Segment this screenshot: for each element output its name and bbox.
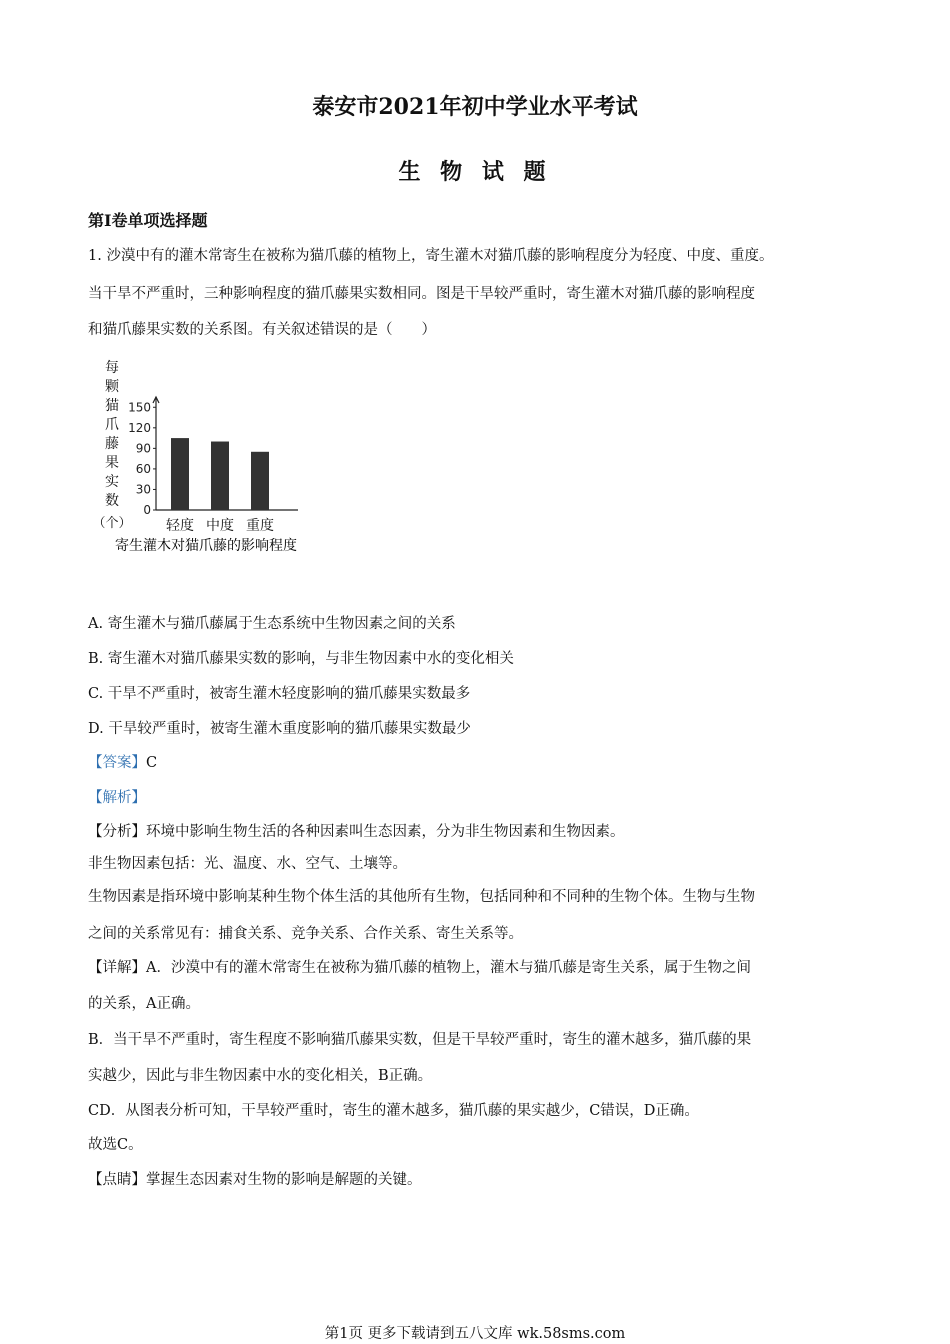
analysis-line: 实越少，因此与非生物因素中水的变化相关，B正确。 (88, 1068, 433, 1084)
analysis-line: B．当干旱不严重时，寄生程度不影响猫爪藤果实数，但是干旱较严重时，寄生的灌木越多，猫爪藤的果 (88, 1032, 752, 1048)
option-d: D. 干旱较严重时，被寄生灌木重度影响的猫爪藤果实数最少 (88, 721, 471, 737)
category-label: 中度 (206, 518, 234, 534)
page-footer: 第1页 更多下载请到五八文库 wk.58sms.com (324, 1326, 626, 1342)
category-label: 重度 (246, 518, 274, 534)
bar (251, 452, 269, 510)
analysis-line: 之间的关系常见有：捕食关系、竞争关系、合作关系、寄生关系等。 (88, 926, 523, 942)
analysis-line: 生物因素是指环境中影响某种生物个体生活的其他所有生物，包括同种和不同种的生物个体。生物与生物 (88, 889, 755, 905)
y-tick-label: 0 (143, 503, 151, 517)
y-tick-label: 120 (128, 420, 151, 435)
analysis-line: 【分析】环境中影响生物生活的各种因素叫生态因素，分为非生物因素和生物因素。 (88, 824, 625, 840)
analysis-line: CD．从图表分析可知，干旱较严重时，寄生的灌木越多，猫爪藤的果实越少，C错误，D正确。 (88, 1103, 699, 1119)
analysis-line: 【详解】A．沙漠中有的灌木常寄生在被称为猫爪藤的植物上，灌木与猫爪藤是寄生关系，属于生物之间 (88, 960, 751, 976)
question-line: 1. 沙漠中有的灌木常寄生在被称为猫爪藤的植物上，寄生灌木对猫爪藤的影响程度分为轻度、中度、重度。 (88, 248, 774, 264)
y-tick-label: 30 (135, 482, 151, 497)
answer-label: 【答案】 (88, 755, 146, 771)
category-label: 轻度 (166, 518, 194, 534)
analysis-line: 【点睛】掌握生态因素对生物的影响是解题的关键。 (88, 1172, 422, 1188)
bar (171, 438, 189, 510)
analysis-line: 的关系，A正确。 (88, 996, 200, 1012)
y-axis-label-char: 爪 (105, 417, 119, 433)
y-axis-label-char: （个） (92, 516, 132, 531)
y-axis-label-char: 果 (105, 455, 119, 471)
chart-bars (171, 438, 269, 510)
question-line: 当干旱不严重时，三种影响程度的猫爪藤果实数相同。图是干旱较严重时，寄生灌木对猫爪藤的影响程度 (88, 286, 755, 302)
y-ticks (128, 400, 156, 517)
x-axis-label: 寄生灌木对猫爪藤的影响程度 (115, 538, 297, 554)
question-line: 和猫爪藤果实数的关系图。有关叙述错误的是（ ） (88, 322, 436, 338)
bar (211, 442, 229, 510)
y-tick-label: 150 (128, 400, 151, 415)
y-axis-label-char: 实 (105, 474, 119, 490)
page-title: 泰安市2021年初中学业水平考试 (312, 94, 638, 120)
answer-line (88, 751, 157, 772)
section-title: 第I卷单项选择题 (88, 211, 208, 230)
analysis-line: 故选C。 (88, 1137, 143, 1153)
y-axis-label-char: 藤 (105, 436, 119, 452)
analysis-line: 非生物因素包括：光、温度、水、空气、土壤等。 (88, 856, 407, 872)
analysis-label: 【解析】 (88, 790, 146, 806)
x-categories (166, 517, 274, 534)
y-tick-label: 90 (135, 441, 151, 456)
answer-value: C (146, 755, 158, 771)
y-axis-label-char: 颗 (105, 379, 119, 395)
option-a: A. 寄生灌木与猫爪藤属于生态系统中生物因素之间的关系 (88, 616, 456, 632)
option-b: B. 寄生灌木对猫爪藤果实数的影响，与非生物因素中水的变化相关 (88, 651, 514, 667)
y-axis-label (92, 360, 131, 531)
y-axis-label-char: 猫 (105, 398, 119, 414)
page-subtitle: 生 物 试 题 (398, 159, 552, 185)
y-tick-label: 60 (135, 461, 151, 476)
option-c: C. 干旱不严重时，被寄生灌木轻度影响的猫爪藤果实数最多 (88, 686, 471, 702)
y-axis-label-char: 数 (105, 493, 119, 509)
y-axis-label-char: 每 (105, 360, 119, 376)
bar-chart (88, 352, 338, 557)
